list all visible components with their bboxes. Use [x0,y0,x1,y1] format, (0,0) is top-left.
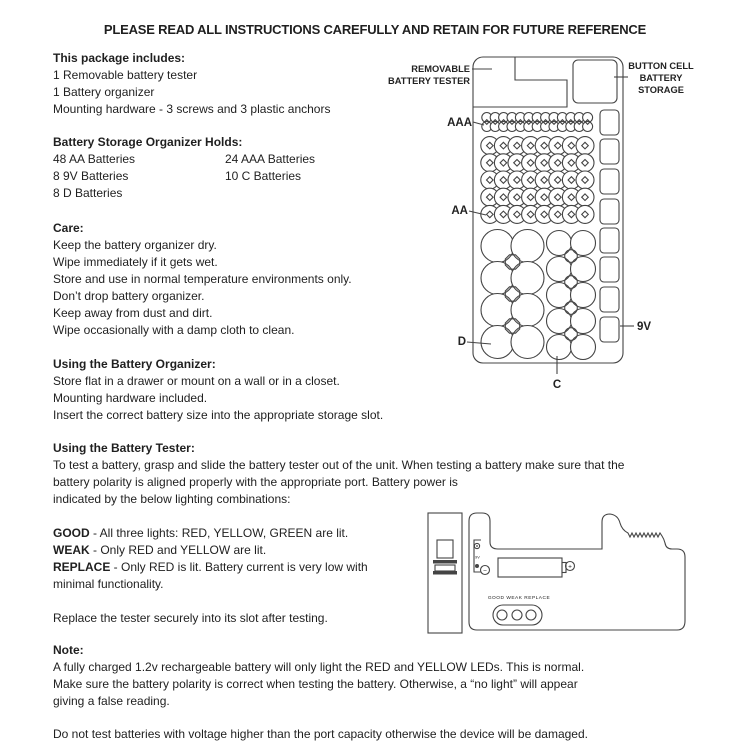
plus-sign: + [568,563,572,571]
voltage-warning: Do not test batteries with voltage higher than the port capacity otherwise the device will be damaged. [53,727,588,741]
care-line: Wipe immediately if it gets wet. [53,255,218,269]
d-label: D [457,336,466,348]
organizer-use-line: Mounting hardware included. [53,391,208,405]
replace-tester-note: Replace the tester securely into its slot after testing. [53,611,328,625]
capacity-line: 8 9V Batteries [53,169,129,183]
section-note [53,642,584,710]
capacity-line: 10 C Batteries [225,169,302,183]
section-heading: Using the Battery Tester: [53,441,195,455]
package-line: 1 Removable battery tester [53,68,198,82]
aa-label: AA [451,205,468,217]
section-care [53,220,352,339]
removable-tester-label: REMOVABLE [411,64,470,74]
lighting-line: WEAK - Only RED and YELLOW are lit. [53,543,267,557]
organizer-use-line: Insert the correct battery size into the appropriate storage slot. [53,408,384,422]
lighting-line: REPLACE - Only RED is lit. Battery current is very low with [53,560,368,574]
capacity-column-2 [225,151,315,185]
note-line: giving a false reading. [53,694,170,708]
section-storage-capacity [53,134,316,202]
section-heading: Care: [53,221,84,235]
section-heading: This package includes: [53,51,186,65]
side-view-contact-bar [433,571,457,575]
aaa-slot-row [482,113,593,132]
capacity-column-1 [53,151,242,202]
page-title: PLEASE READ ALL INSTRUCTIONS CAREFULLY AND RETAIN FOR FUTURE REFERENCE [103,22,647,37]
section-heading: Using the Battery Organizer: [53,357,216,371]
care-line: Don’t drop battery organizer. [53,289,205,303]
section-package [53,50,330,118]
c-label: C [552,379,562,391]
button-cell-label: STORAGE [638,85,684,95]
side-view-contact-bar [433,560,457,564]
note-line: A fully charged 1.2v rechargeable battery will only light the RED and YELLOW LEDs. This is normal. [53,660,585,674]
section-using-organizer [53,356,383,424]
care-line: Store and use in normal temperature environments only. [53,272,352,286]
terminal-dot-icon [475,564,479,568]
removable-tester-label: BATTERY TESTER [388,76,470,86]
aa-slot-grid [481,137,594,224]
section-lighting-combinations [53,525,368,593]
minus-sign: − [483,567,487,575]
section-heading: Battery Storage Organizer Holds: [53,135,243,149]
note-line: Make sure the battery polarity is correct when testing the battery. Otherwise, a “no light” will appear [53,677,578,691]
lighting-line: minimal functionality. [53,577,164,591]
c-slot-section [547,231,596,360]
battery-organizer-diagram [370,45,750,400]
package-line: Mounting hardware - 3 screws and 3 plastic anchors [53,102,331,116]
terminal-dot-icon [476,545,478,547]
button-cell-label: BATTERY [639,73,683,83]
tester-use-line: To test a battery, grasp and slide the battery tester out of the unit. When testing a battery make sure that the [53,458,625,472]
nine-v-terminal-label: 9V [475,555,480,560]
tester-body-outline [469,513,685,630]
capacity-line: 24 AAA Batteries [225,152,316,166]
care-line: Keep the battery organizer dry. [53,238,217,252]
button-cell-label: BUTTON CELL [628,61,694,71]
care-line: Wipe occasionally with a damp cloth to clean. [53,323,295,337]
care-line: Keep away from dust and dirt. [53,306,213,320]
lighting-line: GOOD - All three lights: RED, YELLOW, GREEN are lit. [53,526,349,540]
nine-v-label: 9V [637,321,652,333]
capacity-line: 48 AA Batteries [53,152,136,166]
capacity-line: 8 D Batteries [53,186,123,200]
tester-use-line: battery polarity is aligned properly with the appropriate port. Battery power is [53,475,458,489]
package-line: 1 Battery organizer [53,85,155,99]
battery-tester-diagram [420,495,700,640]
organizer-use-line: Store flat in a drawer or mount on a wall or in a closet. [53,374,340,388]
aaa-label: AAA [447,117,472,129]
section-heading: Note: [53,643,84,657]
led-labels: GOOD WEAK REPLACE [487,596,551,601]
tester-use-line: indicated by the below lighting combinations: [53,492,291,506]
